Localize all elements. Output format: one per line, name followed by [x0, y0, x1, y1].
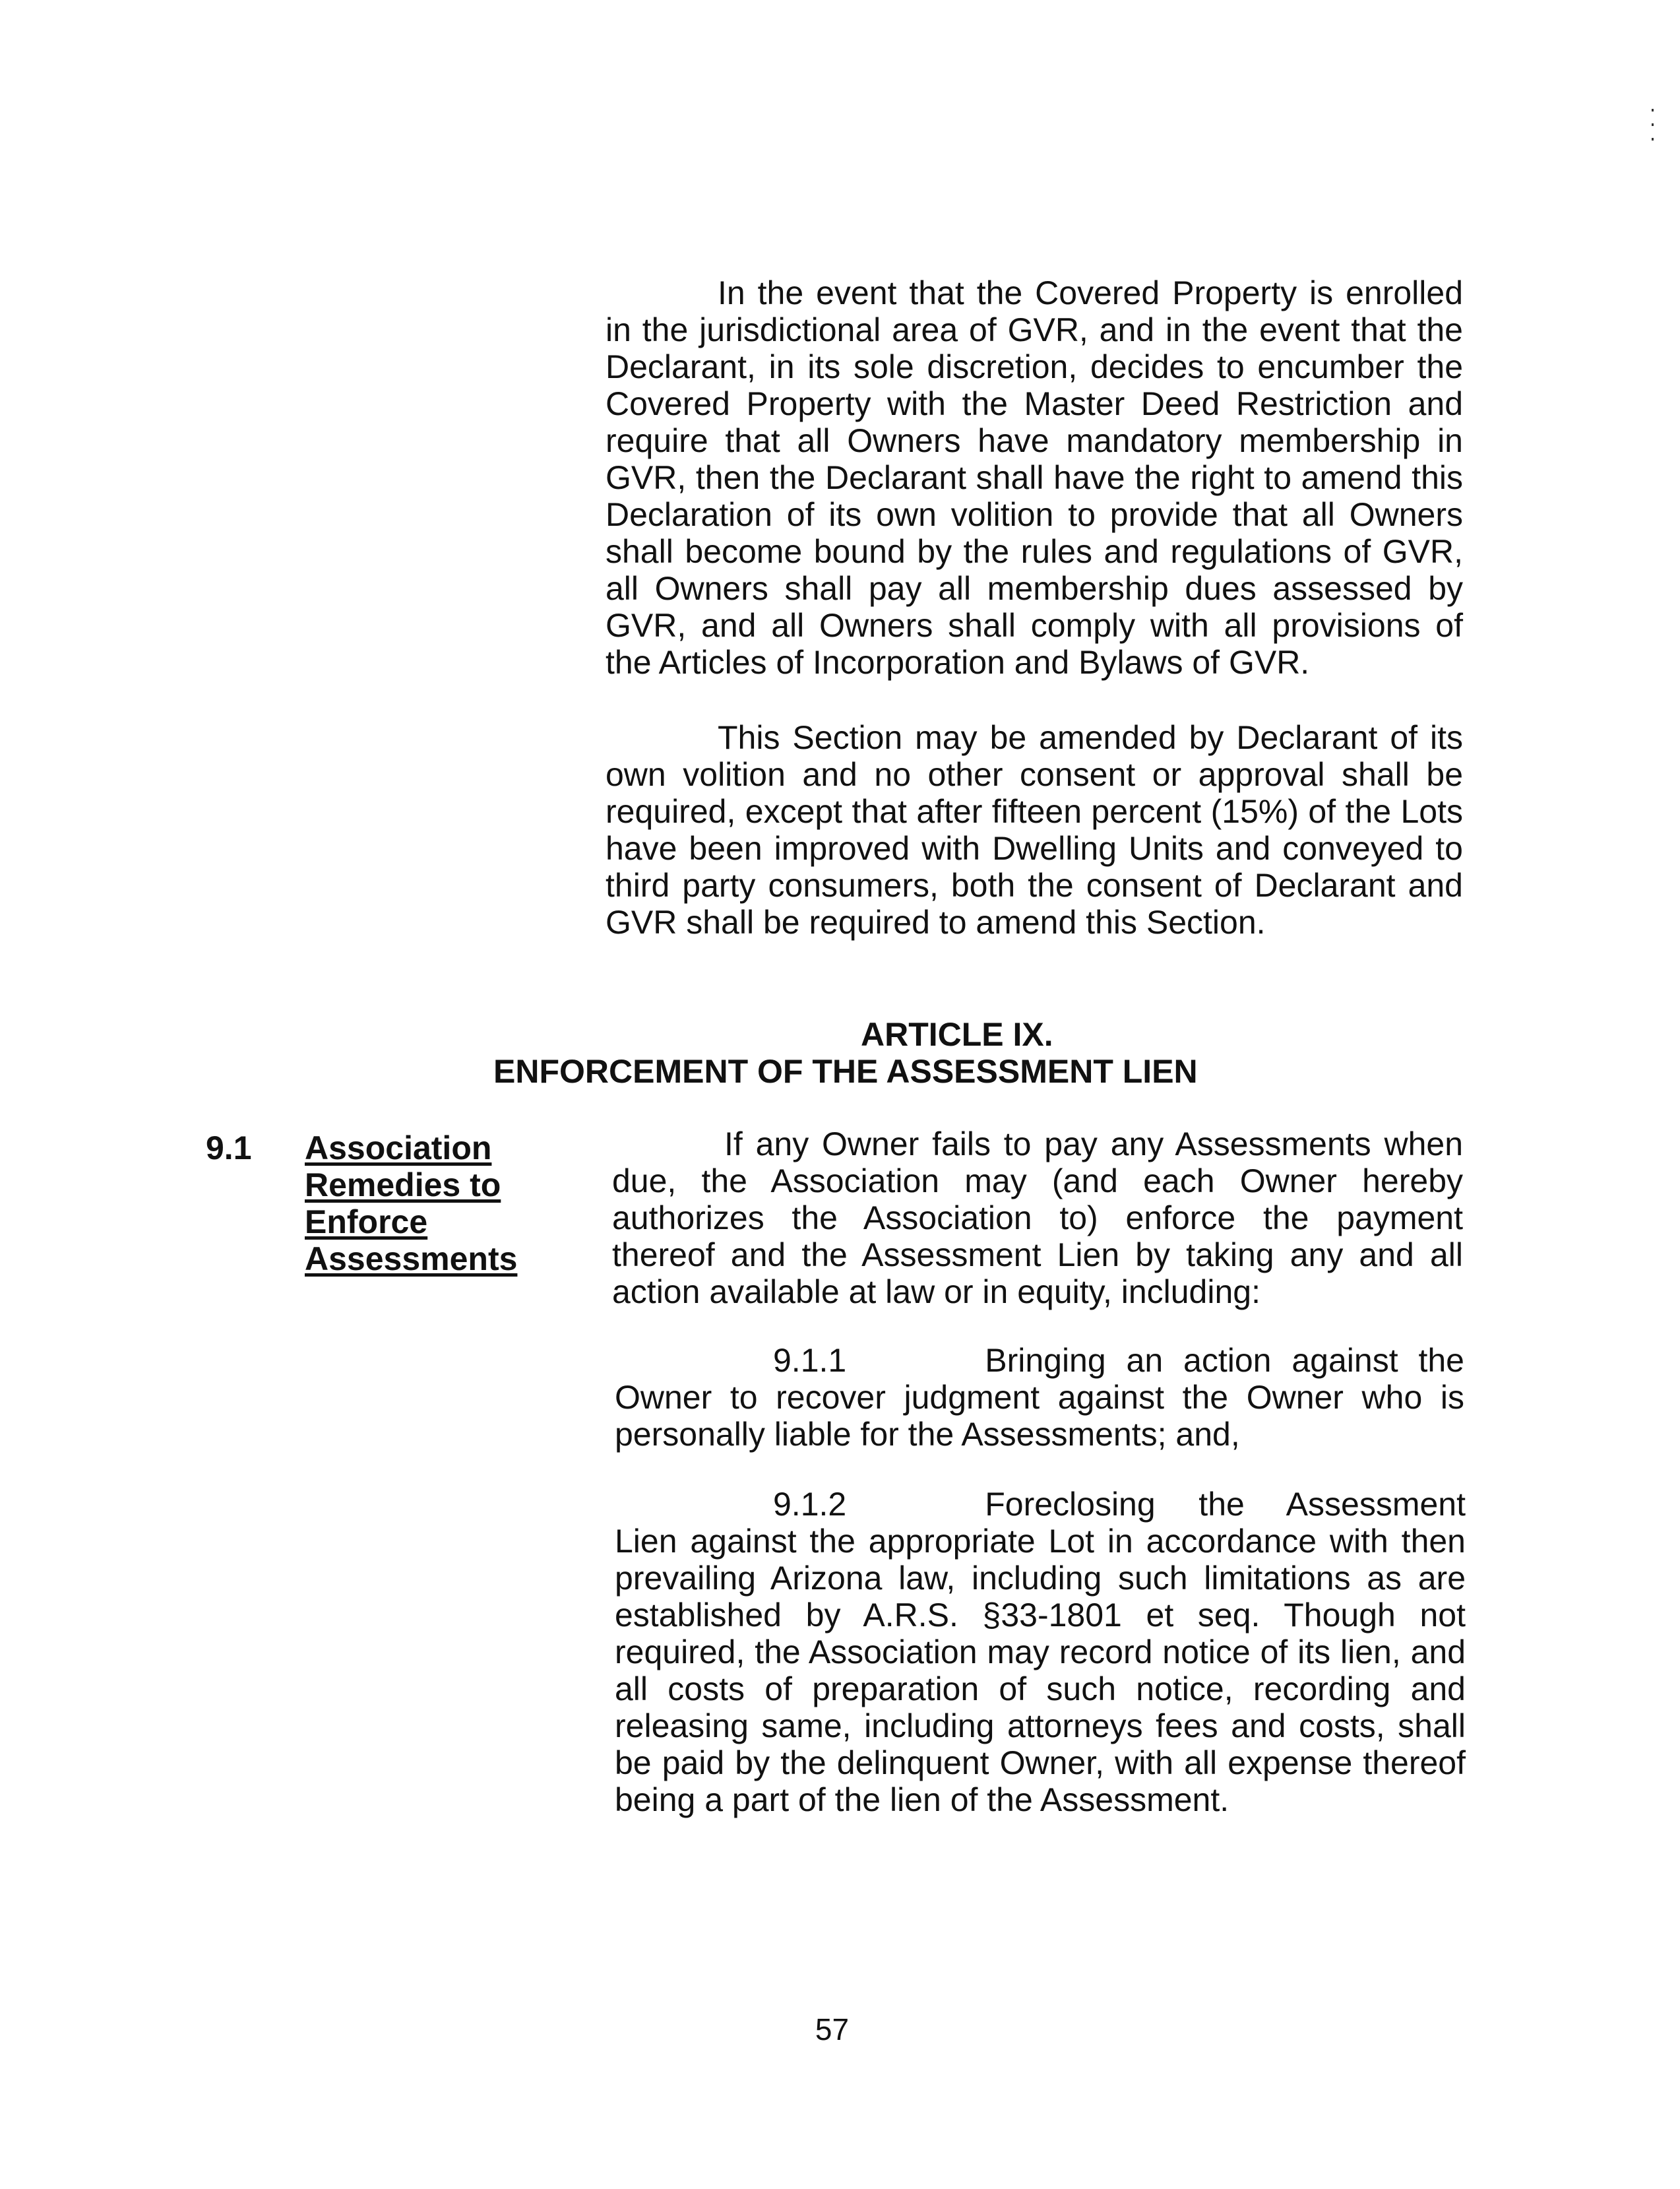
paragraph-section-amendment-text: This Section may be amended by Declarant of its own volition and no other consent or approval shall be required, except that after fifteen percent (15%) of the Lots have been improved with Dwelling Units and conveyed to third party consumers, both the consent of Declarant and GVR shall be required to amend this Section. — [606, 719, 1463, 941]
paragraph-gvr-enrollment — [606, 274, 1463, 681]
subsection-text: Bringing an action against the Owner to recover judgment against the Owner who is personally liable for the Assessments; and, — [615, 1342, 1464, 1453]
article-number: ARTICLE IX. — [861, 1016, 1053, 1053]
section-body-text: If any Owner fails to pay any Assessments when due, the Association may (and each Owner hereby authorizes the Association to) enforce the payment thereof and the Assessment Lien by taking any and all action available at law or in equity, including: — [612, 1126, 1463, 1310]
section-title-line: Enforce — [305, 1203, 428, 1240]
page-number — [0, 2011, 1680, 2048]
subsection-9-1-2 — [615, 1486, 1466, 1818]
section-body — [612, 1126, 1463, 1310]
subsection-number: 9.1.1 — [773, 1342, 847, 1379]
scan-edge-marks — [1649, 109, 1656, 142]
paragraph-section-amendment — [606, 719, 1463, 941]
page-number-text: 57 — [815, 2012, 850, 2046]
article-title: ENFORCEMENT OF THE ASSESSMENT LIEN — [493, 1053, 1198, 1090]
section-title-line: Assessments — [305, 1240, 518, 1277]
section-title-line: Association — [305, 1129, 492, 1166]
section-number: 9.1 — [206, 1129, 252, 1166]
paragraph-gvr-enrollment-text: In the event that the Covered Property is enrolled in the jurisdictional area of GVR, and in the event that the Declarant, in its sole discretion, decides to encumber the Covered Property with the Master Deed Restriction and require that all Owners have mandatory membership in GVR, then the Declarant shall have the right to amend this Declaration of its own volition to provide that all Owners shall become bound by the rules and regulations of GVR, all Owners shall pay all membership dues assessed by GVR, and all Owners shall comply with all provisions of the Articles of Incorporation and Bylaws of GVR. — [606, 274, 1463, 681]
subsection-text: Foreclosing the Assessment Lien against the appropriate Lot in accordance with then prevailing Arizona law, including such limitations as are established by A.R.S. §33-1801 et seq. Though not required, the Association may record notice of its lien, and all costs of preparation of such notice, recording and releasing same, including attorneys fees and costs, shall be paid by the delinquent Owner, with all expense thereof being a part of the lien of the Assessment. — [615, 1486, 1466, 1818]
section-title — [305, 1129, 542, 1277]
subsection-9-1-1 — [615, 1342, 1464, 1453]
section-title-line: Remedies to — [305, 1166, 501, 1203]
subsection-number: 9.1.2 — [773, 1486, 847, 1523]
